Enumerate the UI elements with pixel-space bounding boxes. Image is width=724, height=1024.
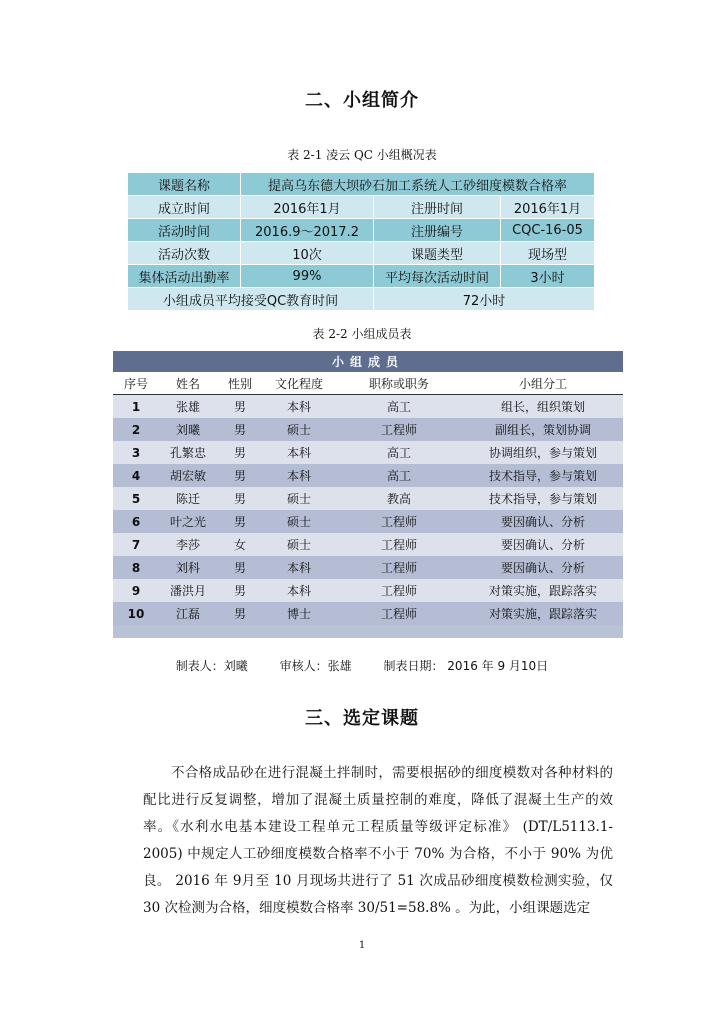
topic-value: 提高乌东德大坝砂石加工系统人工砂细度模数合格率 [241, 173, 595, 196]
cell: 博士 [263, 602, 335, 625]
cell: 叶之光 [159, 510, 217, 533]
table-row [113, 418, 623, 441]
body-paragraph-container [143, 760, 613, 922]
cell: 注册时间 [374, 196, 501, 219]
cell: 潘洪月 [159, 579, 217, 602]
cell: 本科 [263, 579, 335, 602]
table-row [128, 265, 595, 288]
table-reviewer: 审核人：张雄 [279, 659, 352, 673]
cell: 协调组织，参与策划 [463, 441, 623, 464]
cell: 高工 [335, 441, 463, 464]
table-row [128, 219, 595, 242]
table-row [113, 579, 623, 602]
cell: 本科 [263, 441, 335, 464]
cell: 注册编号 [374, 219, 501, 242]
header-cell: 文化程度 [263, 372, 335, 395]
cell: 男 [217, 556, 263, 579]
cell: 组长，组织策划 [463, 395, 623, 419]
header-cell: 小组分工 [463, 372, 623, 395]
cell: 男 [217, 464, 263, 487]
member-table-title: 小组成员 [113, 351, 623, 372]
cell: 刘科 [159, 556, 217, 579]
cell: 工程师 [335, 602, 463, 625]
edu-label: 小组成员平均接受QC教育时间 [128, 288, 374, 311]
cell: 高工 [335, 464, 463, 487]
cell: 男 [217, 602, 263, 625]
table-row [113, 602, 623, 625]
cell: 集体活动出勤率 [128, 265, 241, 288]
member-table-body [113, 395, 623, 626]
cell: 刘曦 [159, 418, 217, 441]
cell: CQC-16-05 [501, 219, 595, 242]
cell: 张雄 [159, 395, 217, 419]
member-table-header-row [113, 372, 623, 395]
cell: 活动时间 [128, 219, 241, 242]
cell: 2016年1月 [241, 196, 374, 219]
table-row [113, 464, 623, 487]
cell: 男 [217, 579, 263, 602]
table-maker: 制表人：刘曦 [175, 659, 248, 673]
table-row [128, 173, 595, 196]
row-number: 7 [113, 533, 159, 556]
member-table [113, 351, 623, 625]
cell: 2016年1月 [501, 196, 595, 219]
cell: 工程师 [335, 418, 463, 441]
row-number: 8 [113, 556, 159, 579]
cell: 工程师 [335, 579, 463, 602]
table-footer [0, 657, 724, 674]
cell: 本科 [263, 556, 335, 579]
row-number: 2 [113, 418, 159, 441]
section-title-topic-selection: 三、选定课题 [305, 708, 419, 729]
cell: 活动次数 [128, 242, 241, 265]
cell: 本科 [263, 395, 335, 419]
cell: 工程师 [335, 556, 463, 579]
cell: 课题类型 [374, 242, 501, 265]
table-row [128, 242, 595, 265]
cell: 硕士 [263, 510, 335, 533]
cell: 技术指导，参与策划 [463, 464, 623, 487]
cell: 99% [241, 265, 374, 288]
header-cell: 性别 [217, 372, 263, 395]
row-number: 1 [113, 395, 159, 419]
cell: 平均每次活动时间 [374, 265, 501, 288]
table-row [113, 395, 623, 419]
cell: 现场型 [501, 242, 595, 265]
row-number: 9 [113, 579, 159, 602]
row-number: 10 [113, 602, 159, 625]
header-cell: 职称或职务 [335, 372, 463, 395]
cell: 男 [217, 487, 263, 510]
body-paragraph: 不合格成品砂在进行混凝土拌制时，需要根据砂的细度模数对各种材料的配比进行反复调整，增加了混凝土质量控制的难度，降低了混凝土生产的效率。《水利水电基本建设工程单元工程质量等级评定标准》 (DT/L5113.1-2005) 中规定人工砂细度模数合格率不小于 70% 为合格，不小于 90% 为优良。 2016 年 9月至 10 月现场共进行了 51 次成品砂细度模数检测实验，仅 30 次检测为合格，细度模数合格率 30/51=58.8% 。为此，小组课题选定 [143, 765, 613, 916]
cell: 成立时间 [128, 196, 241, 219]
cell: 技术指导，参与策划 [463, 487, 623, 510]
table-row [113, 533, 623, 556]
cell: 硕士 [263, 418, 335, 441]
member-table-container [113, 351, 623, 638]
cell: 要因确认、分析 [463, 556, 623, 579]
page-number: 1 [358, 940, 366, 951]
cell: 对策实施，跟踪落实 [463, 579, 623, 602]
header-cell: 姓名 [159, 372, 217, 395]
cell: 工程师 [335, 510, 463, 533]
cell: 男 [217, 510, 263, 533]
cell: 胡宏敏 [159, 464, 217, 487]
cell: 硕士 [263, 533, 335, 556]
table-row [113, 510, 623, 533]
table1-caption: 表 2-1 凌云 QC 小组概况表 [287, 148, 437, 162]
cell: 男 [217, 441, 263, 464]
table-row [113, 487, 623, 510]
row-number: 6 [113, 510, 159, 533]
cell: 要因确认、分析 [463, 510, 623, 533]
row-number: 5 [113, 487, 159, 510]
table2-caption: 表 2-2 小组成员表 [312, 327, 412, 341]
header-cell: 序号 [113, 372, 159, 395]
cell: 男 [217, 395, 263, 419]
table-date: 制表日期： 2016 年 9 月10日 [383, 659, 549, 673]
row-number: 4 [113, 464, 159, 487]
cell: 女 [217, 533, 263, 556]
cell: 3小时 [501, 265, 595, 288]
cell: 孔繁忠 [159, 441, 217, 464]
edu-value: 72小时 [374, 288, 595, 311]
topic-label: 课题名称 [128, 173, 241, 196]
cell: 对策实施，跟踪落实 [463, 602, 623, 625]
cell: 工程师 [335, 533, 463, 556]
cell: 2016.9～2017.2 [241, 219, 374, 242]
cell: 副组长，策划协调 [463, 418, 623, 441]
cell: 李莎 [159, 533, 217, 556]
member-table-title-row [113, 351, 623, 372]
cell: 本科 [263, 464, 335, 487]
section-title-group-intro: 二、小组简介 [305, 90, 419, 111]
cell: 江磊 [159, 602, 217, 625]
cell: 要因确认、分析 [463, 533, 623, 556]
table-row [128, 288, 595, 311]
cell: 硕士 [263, 487, 335, 510]
table-row [128, 196, 595, 219]
table-row [113, 441, 623, 464]
cell: 教高 [335, 487, 463, 510]
table-row [113, 556, 623, 579]
row-number: 3 [113, 441, 159, 464]
cell: 陈迁 [159, 487, 217, 510]
group-overview-table [127, 172, 595, 311]
cell: 10次 [241, 242, 374, 265]
cell: 高工 [335, 395, 463, 419]
cell: 男 [217, 418, 263, 441]
